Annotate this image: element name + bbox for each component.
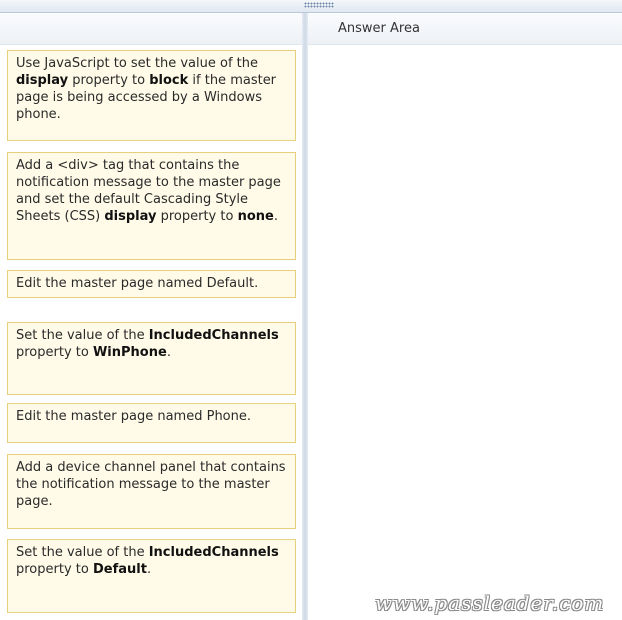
card-text-bold: IncludedChannels	[148, 328, 279, 343]
card-text: property to	[68, 73, 150, 88]
answer-area-header	[308, 13, 622, 45]
card-text-bold: block	[149, 73, 189, 88]
drag-item-set-channels-winphone[interactable]	[7, 322, 296, 395]
card-text-bold: WinPhone	[92, 345, 167, 360]
card-text: the master page.	[16, 477, 270, 509]
card-text: Set the value of the	[16, 328, 149, 343]
card-text: contains the notification message to	[16, 460, 286, 492]
drag-item-javascript-display-block[interactable]	[7, 50, 296, 141]
card-text: (CSS)	[64, 209, 105, 224]
card-text: master page is being accessed by a	[16, 73, 277, 105]
card-text-bold: IncludedChannels	[148, 545, 279, 560]
watermark-text: www.passleader.com	[375, 591, 605, 615]
card-text: .	[273, 209, 278, 224]
drag-item-add-div-tag[interactable]	[7, 152, 296, 260]
card-text-bold: Default	[92, 562, 147, 577]
drag-item-set-channels-default[interactable]	[7, 539, 296, 613]
card-text: Add a device channel panel that	[16, 460, 231, 475]
card-text: Windows phone.	[16, 90, 262, 122]
card-text-bold: none	[237, 209, 274, 224]
drag-item-add-device-channel-panel[interactable]	[7, 454, 296, 529]
card-text: Edit the master page named Default.	[16, 276, 259, 291]
card-text-bold: display	[104, 209, 157, 224]
card-text: message to the master page and set	[16, 175, 281, 207]
card-text: Use JavaScript to set the value of	[16, 56, 237, 71]
card-text: property to	[156, 209, 238, 224]
top-toolbar	[0, 0, 622, 13]
card-text: that contains the notification	[16, 158, 240, 190]
answer-area-title: Answer Area	[338, 21, 420, 36]
card-text: the default Cascading Style Sheets	[16, 192, 249, 224]
card-text: .	[146, 562, 152, 577]
card-text: if the	[188, 73, 231, 88]
drag-item-edit-phone-master[interactable]	[7, 403, 296, 443]
answer-area-pane[interactable]	[308, 13, 622, 620]
card-text: property to	[16, 562, 93, 577]
resize-grip-icon[interactable]	[304, 2, 334, 8]
source-pane-header	[0, 13, 302, 45]
card-text: Add a <div> tag	[16, 158, 129, 173]
card-text: property to	[16, 345, 93, 360]
card-text-bold: display	[16, 73, 69, 88]
card-text: the	[236, 56, 259, 71]
card-text: Edit the master page named Phone.	[16, 409, 252, 424]
drag-item-edit-default-master[interactable]	[7, 270, 296, 298]
card-text: Set the value of the	[16, 545, 149, 560]
card-text: .	[166, 345, 171, 360]
